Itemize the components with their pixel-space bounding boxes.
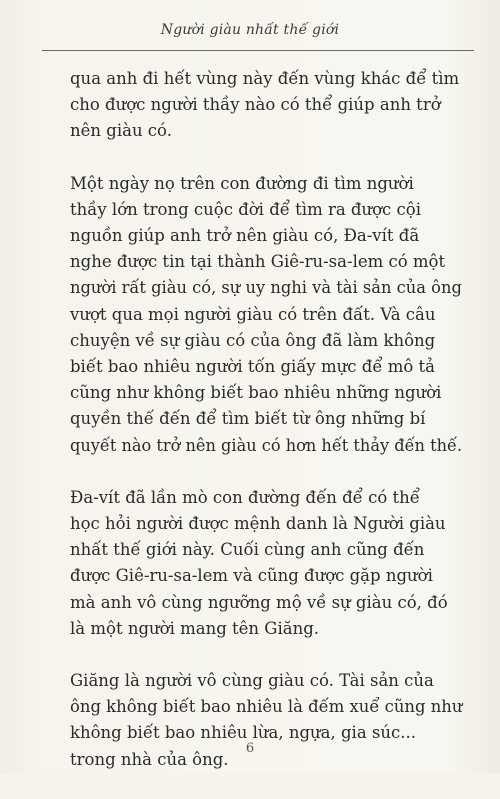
text-line: cho được người thầy nào có thể giúp anh trở [70,95,441,115]
text-line: ông không biết bao nhiêu là đếm xuể cũng như [70,697,463,717]
body-text [70,66,462,799]
text-line: thầy lớn trong cuộc đời để tìm ra được cội [70,199,421,219]
text-line: Giăng là người vô cùng giàu có. Tài sản của [70,671,434,691]
text-line: cũng như không biết bao nhiêu những người [70,383,442,403]
text-line: qua anh đi hết vùng này đến vùng khác để tìm [70,69,460,88]
text-line: nên giàu có. [70,121,172,141]
text-line: chuyện về sự giàu có của ông đã làm không [70,330,436,350]
header-divider [42,50,474,51]
paragraph-4 [70,668,462,773]
text-line: quyết nào trở nên giàu có hơn hết thảy đến thế. [70,435,463,455]
text-line: nghe được tin tại thành Giê-ru-sa-lem có một [70,252,446,272]
text-line: trong nhà của ông. [70,749,229,769]
paragraph-1 [70,66,462,145]
text-line: vượt qua mọi người giàu có trên đất. Và câu [70,304,436,324]
text-line: Đa-vít đã lần mò con đường đến để có thể [70,487,420,507]
paragraph-3 [70,485,462,642]
text-line: học hỏi người được mệnh danh là Người giàu [70,514,446,534]
text-line: mà anh vô cùng ngưỡng mộ về sự giàu có, đó [70,592,448,612]
text-line: nhất thế giới này. Cuối cùng anh cũng đến [70,540,425,560]
paragraph-2 [70,171,462,459]
text-line: quyền thế đến để tìm biết từ ông những bí [70,409,426,429]
text-line: Một ngày nọ trên con đường đi tìm người [70,173,414,193]
text-line: được Giê-ru-sa-lem và cũng được gặp người [70,566,433,586]
running-header: Người giàu nhất thế giới [160,22,340,38]
text-line: người rất giàu có, sự uy nghi và tài sản của ông [70,278,462,298]
page-number: 6 [245,741,255,756]
text-line: là một người mang tên Giăng. [70,618,319,638]
text-line: biết bao nhiêu người tốn giấy mực để mô tả [70,357,436,377]
text-line: không biết bao nhiêu lừa, ngựa, gia súc... [70,723,416,743]
text-line: nguồn giúp anh trở nên giàu có, Đa-vít đã [70,226,420,246]
